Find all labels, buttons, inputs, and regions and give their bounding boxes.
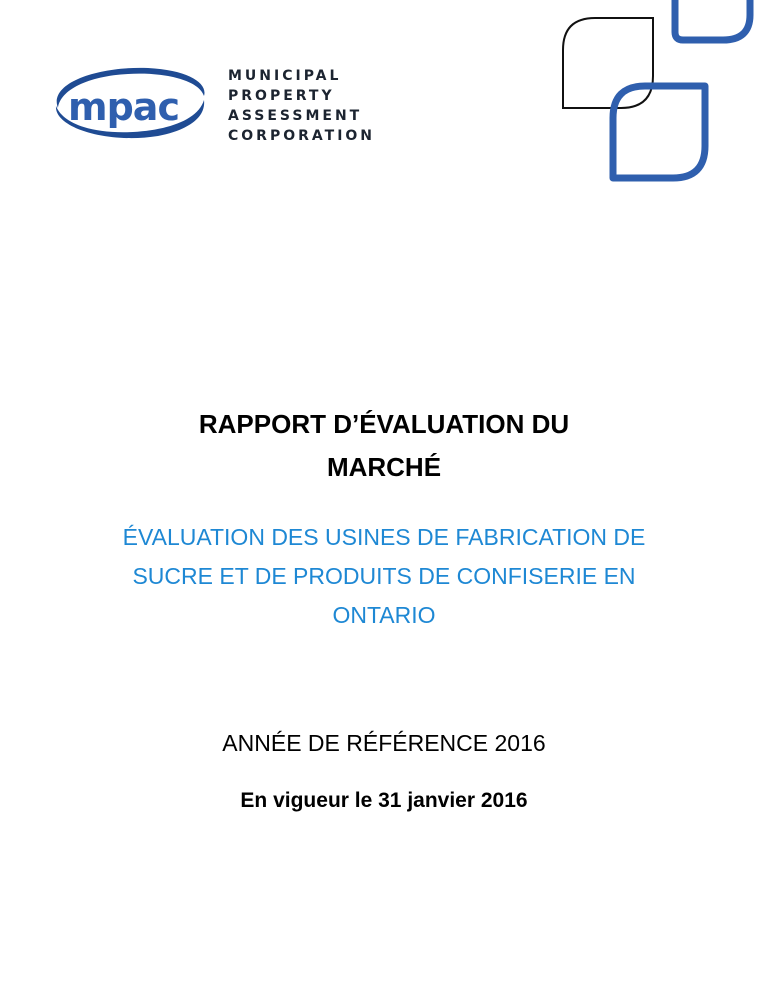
report-subtitle: [0, 518, 768, 635]
subtitle-line: ÉVALUATION DES USINES DE FABRICATION DE: [122, 524, 646, 550]
wordmark-line: ASSESSMENT: [228, 108, 363, 124]
wordmark-line: PROPERTY: [228, 88, 335, 104]
report-title: [0, 403, 768, 489]
logo-wordmark: [228, 66, 375, 146]
reference-year: ANNÉE DE RÉFÉRENCE 2016: [222, 730, 546, 756]
mpac-logo-text: mpac: [68, 85, 179, 129]
title-line: MARCHÉ: [326, 452, 442, 482]
subtitle-line: SUCRE ET DE PRODUITS DE CONFISERIE EN: [132, 563, 636, 589]
title-line: RAPPORT D’ÉVALUATION DU: [198, 409, 570, 439]
wordmark-line: CORPORATION: [228, 128, 376, 144]
effective-date: En vigueur le 31 janvier 2016: [240, 789, 528, 812]
wordmark-line: MUNICIPAL: [228, 68, 342, 84]
mpac-logo-mark: [38, 58, 218, 148]
rounded-squares-icon: [555, 0, 755, 185]
mpac-logo: [38, 58, 378, 148]
subtitle-line: ONTARIO: [332, 602, 436, 628]
